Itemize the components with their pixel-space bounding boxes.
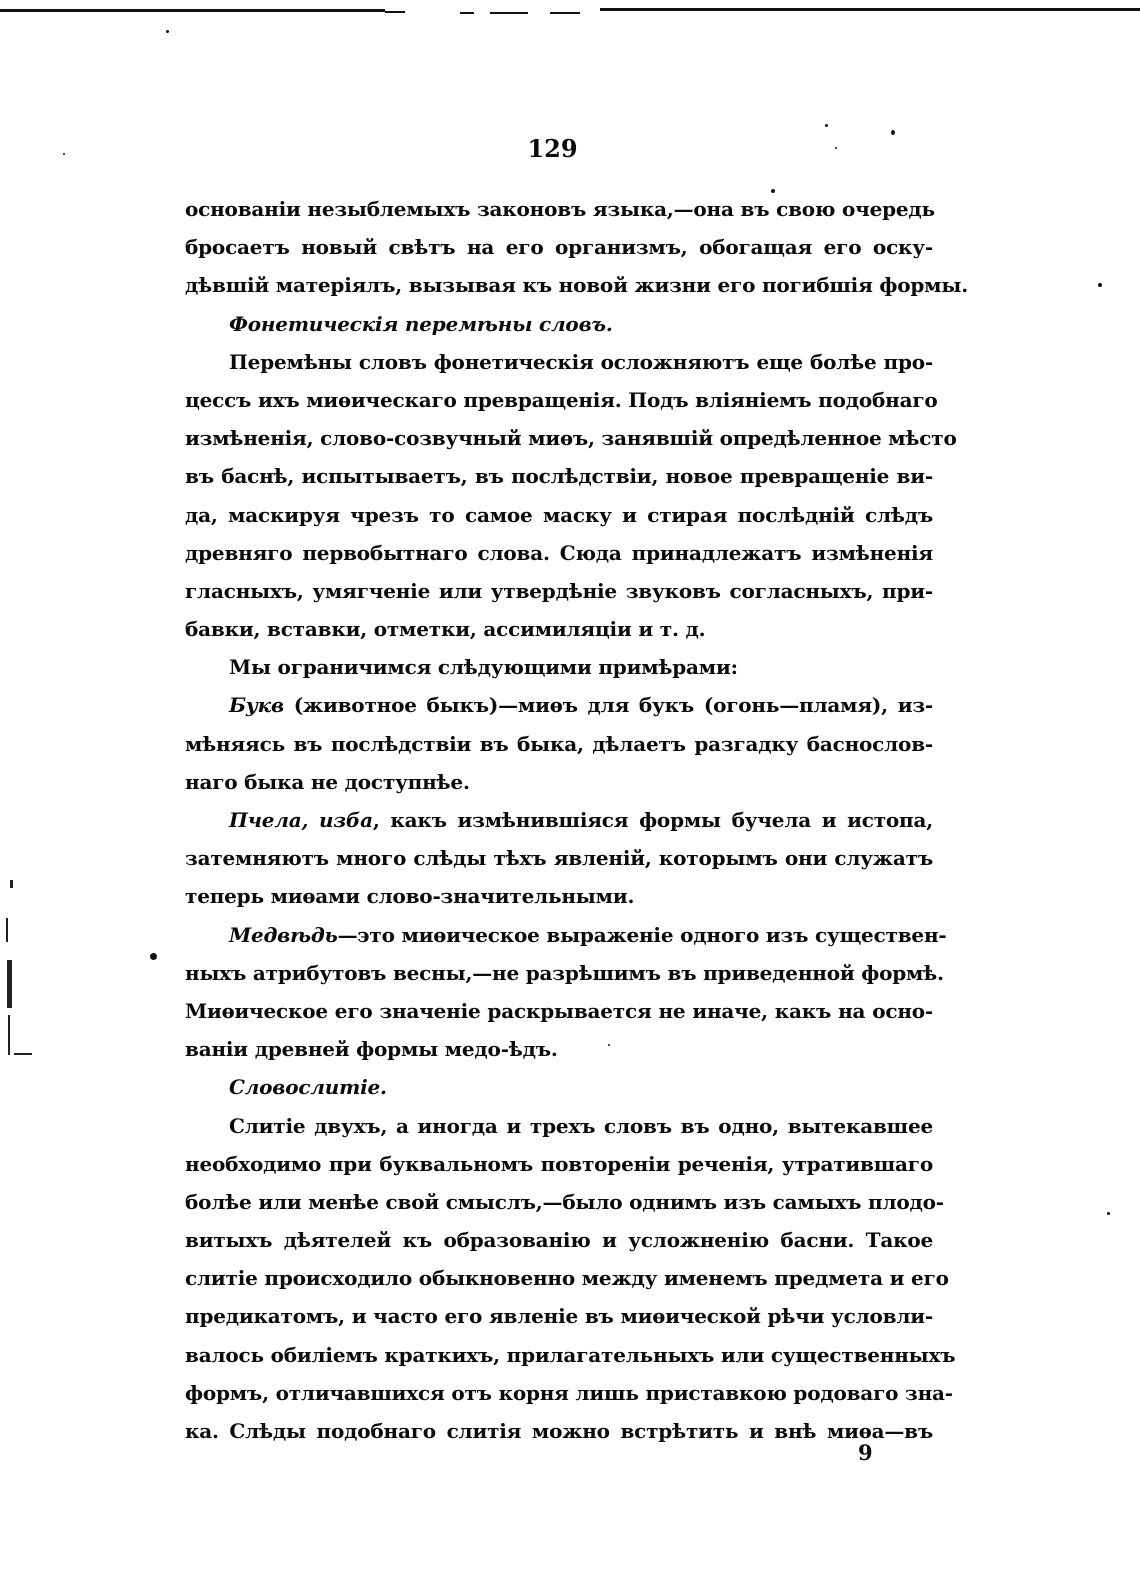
text-line: гласныхъ, умягченiе или утвердѣнiе звуковъ согласныхъ, при- — [185, 578, 933, 603]
top-rule-dash — [460, 12, 474, 14]
page-number: 129 — [527, 134, 578, 163]
top-rule-right — [600, 8, 1140, 11]
text-line: ванiи древней формы медо-ѣдъ. — [185, 1037, 558, 1062]
top-rule-dash — [490, 12, 528, 14]
binding-edge-mark — [14, 1053, 32, 1055]
scan-speck — [150, 953, 157, 960]
scan-speck — [825, 124, 828, 127]
section-heading-phonetic: Фонетическiя перемѣны словъ. — [229, 311, 613, 336]
text-line: Слитiе двухъ, а иногда и трехъ словъ въ одно, вытекавшее — [229, 1113, 933, 1138]
text-line: теперь миѳами слово-значительными. — [185, 884, 635, 909]
example-text: —это миѳическое выраженiе одного изъ существен- — [337, 922, 947, 947]
text-line: необходимо при буквальномъ повторенiи реченiя, утратившаго — [185, 1151, 933, 1176]
body-text — [185, 190, 968, 1450]
text-line: Перемѣны словъ фонетическiя осложняютъ еще болѣе про- — [229, 349, 933, 374]
text-line: предикатомъ, и часто его явленiе въ миѳической рѣчи условли- — [185, 1304, 933, 1329]
text-line: Миѳическое его значенiе раскрывается не иначе, какъ на осно- — [185, 998, 933, 1023]
text-line: ка. Слѣды подобнаго слитiя можно встрѣтить и внѣ миѳа—въ — [185, 1419, 933, 1443]
signature-mark: 9 — [858, 1440, 873, 1465]
text-line: основанiи незыблемыхъ законовъ языка,—она въ свою очередь — [185, 197, 935, 221]
text-line: болѣе или менѣе свой смыслъ,—было однимъ изъ самыхъ плодо- — [185, 1189, 944, 1214]
text-line: Мы ограничимся слѣдующими примѣрами: — [229, 655, 738, 680]
text-line: да, маскируя чрезъ то самое маску и стирая послѣднiй слѣдъ — [185, 502, 933, 527]
text-line: мѣняясь въ послѣдствiи въ быка, дѣлаетъ разгадку баснослов- — [185, 731, 933, 756]
text-line: измѣненiя, слово-созвучный миѳъ, занявшiй опредѣленное мѣсто — [185, 426, 957, 451]
scan-speck — [1107, 1212, 1110, 1215]
text-line: затемняютъ много слѣды тѣхъ явленiй, которымъ они служатъ — [185, 846, 933, 871]
text-line: древняго первобытнаго слова. Сюда принадлежатъ измѣненiя — [185, 540, 933, 565]
text-line: наго быка не доступнѣе. — [185, 769, 470, 794]
text-line: бросаетъ новый свѣтъ на его организмъ, обогащая его оску- — [185, 235, 933, 260]
binding-edge-mark — [10, 880, 13, 888]
top-rule-dash — [550, 12, 580, 14]
text-line — [185, 686, 933, 724]
scan-speck — [1098, 283, 1102, 287]
binding-edge-mark — [8, 1015, 10, 1055]
text-line: валось обилiемъ краткихъ, прилагательныхъ или существенныхъ — [185, 1342, 956, 1367]
section-heading-word-fusion: Словослитiе. — [229, 1075, 387, 1100]
top-rule-segment — [385, 11, 405, 13]
text-line — [185, 916, 947, 954]
binding-edge-mark — [7, 960, 12, 1008]
binding-edge-mark — [6, 918, 8, 942]
example-word: Медвѣдь — [229, 922, 338, 947]
text-line: ныхъ атрибутовъ весны,—не разрѣшимъ въ приведенной формѣ. — [185, 960, 944, 985]
top-rule-left — [0, 9, 385, 12]
text-line: слитiе происходило обыкновенно между именемъ предмета и его — [185, 1266, 949, 1291]
example-word: Букв — [229, 693, 284, 718]
example-word: Пчела, изба — [229, 808, 373, 832]
text-line: витыхъ дѣятелей къ образованiю и усложненiю басни. Такое — [185, 1228, 933, 1253]
text-line: формъ, отличавшихся отъ корня лишь приставкою родоваго зна- — [185, 1380, 953, 1405]
text-line: цессъ ихъ миѳическаго превращенiя. Подъ влiянiемъ подобнаго — [185, 387, 938, 412]
text-line: въ баснѣ, испытываетъ, въ послѣдствiи, новое превращенiе ви- — [185, 464, 933, 489]
example-text: (животное быкъ)—миѳъ для букъ (огонь—пламя), из- — [283, 693, 933, 718]
text-line — [185, 801, 933, 839]
example-text: , какъ измѣнившiяся формы бучела и истопа, — [372, 808, 933, 832]
text-line: дѣвшiй матерiялъ, вызывая къ новой жизни его погибшiя формы. — [185, 273, 968, 298]
text-line: бавки, вставки, отметки, ассимиляцiи и т. д. — [185, 617, 706, 642]
scan-speck — [166, 30, 169, 33]
